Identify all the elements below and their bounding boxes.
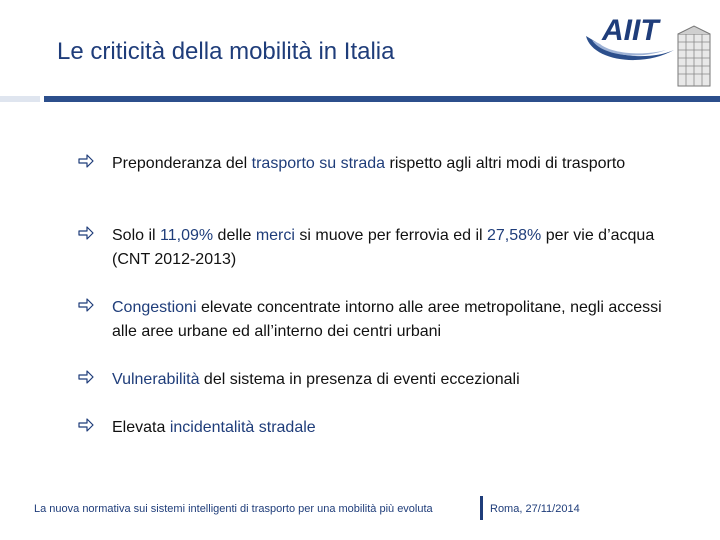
- bullet-text-part: elevate concentrate intorno alle aree metropolitane, negli accessi alle aree urbane ed all’interno dei centri urbani: [112, 299, 662, 340]
- bullet-text: [112, 296, 672, 344]
- logo-wordmark: AIIT: [602, 14, 659, 47]
- bullet-text-part: Solo il: [112, 227, 161, 244]
- slide-title: Le criticità della mobilità in Italia: [57, 38, 395, 65]
- bullet-text-part: per vie d’acqua (CNT 2012-2013): [112, 227, 655, 268]
- bullet-text-part: si muove per ferrovia ed il: [294, 227, 487, 244]
- highlighted-text: merci: [255, 227, 295, 244]
- arrow-right-icon: [78, 418, 94, 432]
- footer-divider: [480, 496, 483, 520]
- highlighted-text: 11,09%: [160, 227, 214, 244]
- footer-caption: La nuova normativa sui sistemi intelligenti di trasporto per una mobilità più evoluta: [34, 503, 433, 515]
- bullet-text: [112, 416, 672, 440]
- footer-date: Roma, 27/11/2014: [490, 503, 580, 515]
- bullet-text: [112, 224, 672, 272]
- highlighted-text: Vulnerabilità: [112, 371, 200, 388]
- arrow-right-icon: [78, 298, 94, 312]
- bullet-text: [112, 368, 672, 392]
- highlighted-text: Congestioni: [112, 299, 197, 316]
- bullet-text: [112, 152, 672, 176]
- highlighted-text: trasporto su strada: [251, 155, 386, 172]
- arrow-right-icon: [78, 154, 94, 168]
- bullet-text-part: Elevata: [112, 419, 170, 436]
- arrow-right-icon: [78, 226, 94, 240]
- bullet-text-part: del sistema in presenza di eventi eccezionali: [199, 371, 520, 388]
- bullet-text-part: rispetto agli altri modi di trasporto: [385, 155, 626, 172]
- bullet-text-part: delle: [213, 227, 256, 244]
- arrow-right-icon: [78, 370, 94, 384]
- bullet-text-part: Preponderanza del: [112, 155, 252, 172]
- highlighted-text: incidentalità stradale: [169, 419, 316, 436]
- highlighted-text: 27,58%: [487, 227, 542, 244]
